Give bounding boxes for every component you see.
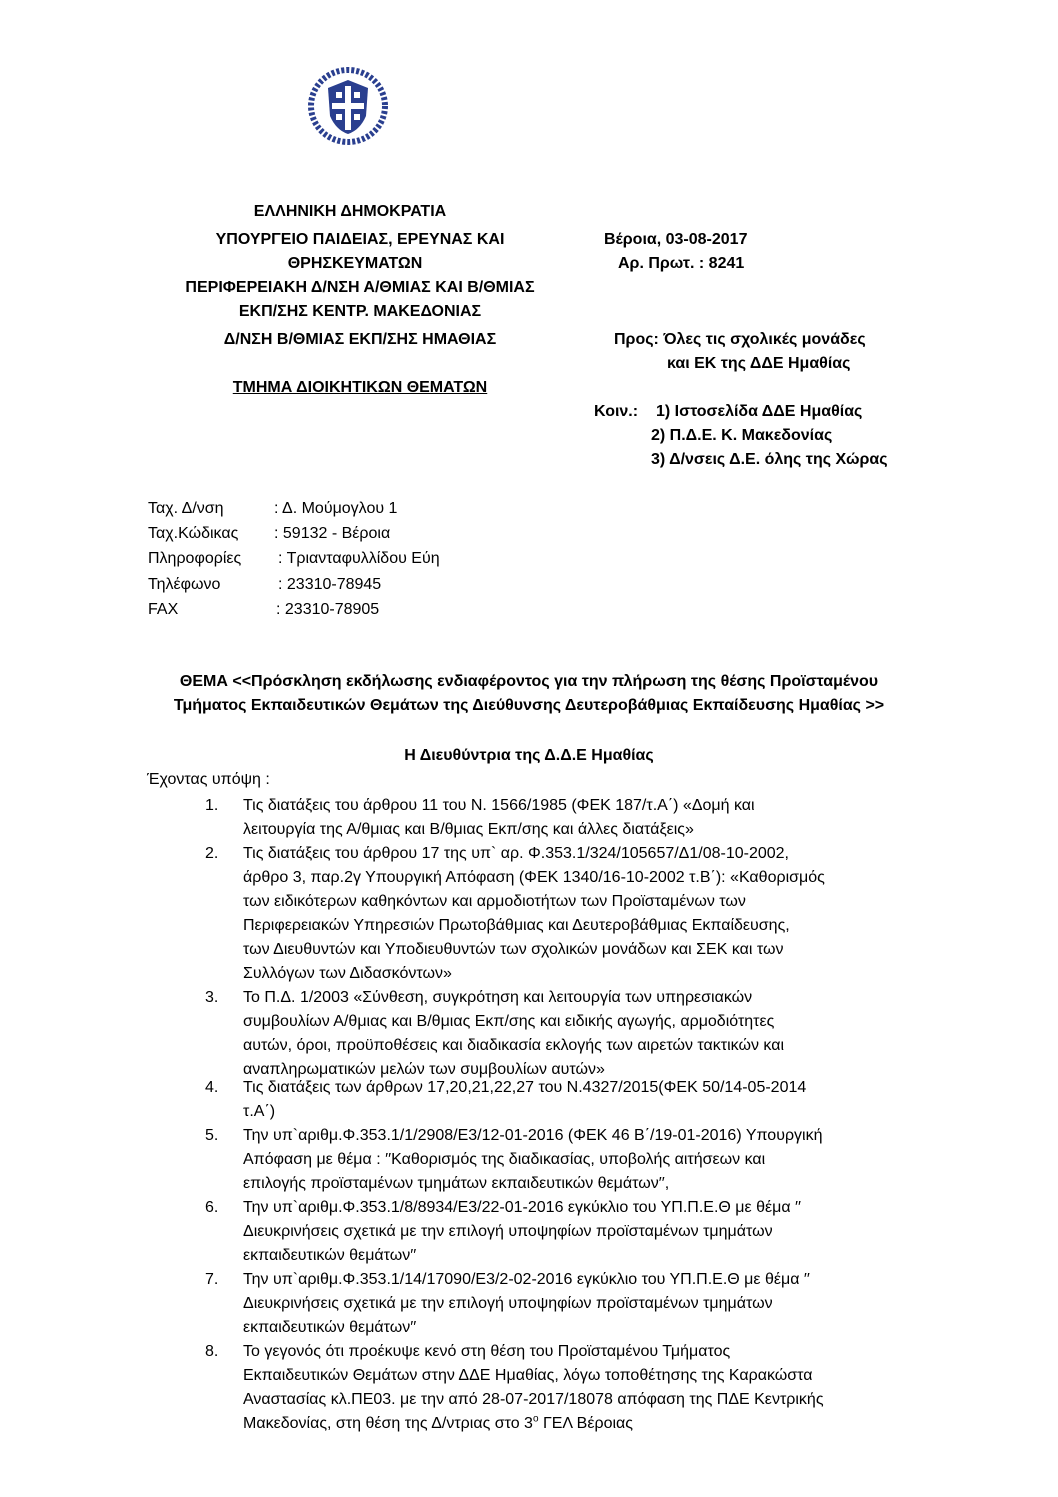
item-line: λειτουργία της Α/θμιας και Β/θμιας Εκπ/σης και άλλες διατάξεις» (243, 821, 694, 838)
greek-republic-emblem (308, 66, 388, 146)
ordinal-superscript: ο (532, 1413, 539, 1425)
item-line: Τις διατάξεις του άρθρου 17 της υπ` αρ. Φ.353.1/324/105657/Δ1/08-10-2002, (243, 845, 789, 862)
item-line: επιλογής προϊσταμένων τμημάτων εκπαιδευτικών θεμάτων′′, (243, 1175, 670, 1192)
item-line: Το Π.Δ. 1/2003 «Σύνθεση, συγκρότηση και λειτουργία των υπηρεσιακών (243, 989, 753, 1006)
contact-label: Πληροφορίες (148, 550, 242, 567)
contact-value: : Δ. Μούμογλου 1 (274, 500, 398, 517)
document-date: Βέροια, 03-08-2017 (604, 231, 748, 248)
item-number: 3. (205, 989, 219, 1006)
contact-value: : 59132 - Βέροια (274, 525, 391, 542)
item-line: Συλλόγων των Διδασκόντων» (243, 965, 452, 982)
contact-value: : 23310-78905 (276, 601, 380, 618)
item-number: 1. (205, 797, 219, 814)
cc-item: 1) Ιστοσελίδα ΔΔΕ Ημαθίας (656, 403, 863, 420)
directorate: Δ/ΝΣΗ Β/ΘΜΙΑΣ ΕΚΠ/ΣΗΣ ΗΜΑΘΙΑΣ (223, 331, 497, 348)
subject-line2: Τμήματος Εκπαιδευτικών Θεμάτων της Διεύθυνσης Δευτεροβάθμιας Εκπαίδευσης Ημαθίας >> (173, 697, 885, 714)
item-number: 7. (205, 1271, 219, 1288)
item-line-tail: ΓΕΛ Βέροιας (538, 1415, 633, 1432)
item-line: Απόφαση με θέμα : ′′Καθορισμός της διαδικασίας, υποβολής αιτήσεων και (243, 1151, 766, 1168)
item-line: Περιφερειακών Υπηρεσιών Πρωτοβάθμιας και Δευτεροβάθμιας Εκπαίδευσης, (243, 917, 790, 934)
regional-line2: ΕΚΠ/ΣΗΣ ΚΕΝΤΡ. ΜΑΚΕΔΟΝΙΑΣ (238, 303, 482, 320)
body-heading: Η Διευθύντρια της Δ.Δ.Ε Ημαθίας (404, 747, 654, 764)
contact-label: Ταχ. Δ/νση (148, 500, 224, 517)
item-line-last (243, 1412, 900, 1436)
item-line: συμβουλίων Α/θμιας και Β/θμιας Εκπ/σης και ειδικής αγωγής, αρμοδιότητες (243, 1013, 775, 1030)
item-line: άρθρο 3, παρ.2γ Υπουργική Απόφαση (ΦΕΚ 1340/16-10-2002 τ.Β΄): «Καθορισμός (243, 869, 825, 886)
item-line: Εκπαιδευτικών Θεμάτων στην ΔΔΕ Ημαθίας, λόγω τοποθέτησης της Καρακώστα (243, 1367, 813, 1384)
item-number: 4. (205, 1079, 219, 1096)
item-line: Την υπ`αριθμ.Φ.353.1/14/17090/Ε3/2-02-2016 εγκύκλιο του ΥΠ.Π.Ε.Θ με θέμα ′′ (243, 1271, 810, 1288)
republic-title: ΕΛΛΗΝΙΚΗ ΔΗΜΟΚΡΑΤΙΑ (253, 203, 447, 220)
item-number: 2. (205, 845, 219, 862)
recipient-line2: και ΕΚ της ΔΔΕ Ημαθίας (667, 355, 851, 372)
item-number: 6. (205, 1199, 219, 1216)
item-line: των Διευθυντών και Υποδιευθυντών των σχολικών μονάδων και ΣΕΚ και των (243, 941, 784, 958)
regional-line1: ΠΕΡΙΦΕΡΕΙΑΚΗ Δ/ΝΣΗ Α/ΘΜΙΑΣ ΚΑΙ Β/ΘΜΙΑΣ (185, 279, 535, 296)
item-line: Τις διατάξεις του άρθρου 11 του Ν. 1566/1985 (ΦΕΚ 187/τ.Α΄) «Δομή και (243, 797, 755, 814)
item-line: τ.Α΄) (243, 1103, 276, 1120)
cc-item: 2) Π.Δ.Ε. Κ. Μακεδονίας (651, 427, 833, 444)
item-line: εκπαιδευτικών θεμάτων′′ (243, 1319, 417, 1336)
item-line: Διευκρινήσεις σχετικά με την επιλογή υποψηφίων προϊσταμένων τμημάτων (243, 1295, 773, 1312)
cc-item: 3) Δ/νσεις Δ.Ε. όλης της Χώρας (651, 451, 888, 468)
subject-line1: ΘΕΜΑ <<Πρόσκληση εκδήλωσης ενδιαφέροντος για την πλήρωση της θέσης Προϊσταμένου (179, 673, 879, 690)
department-label: ΤΜΗΜΑ ΔΙΟΙΚΗΤΙΚΩΝ ΘΕΜΑΤΩΝ (232, 379, 488, 396)
item-line: των ειδικότερων καθηκόντων και αρμοδιοτήτων των Προϊσταμένων των (243, 893, 746, 910)
item-line: αυτών, όροι, προϋποθέσεις και διαδικασία εκλογής των αιρετών τακτικών και (243, 1037, 784, 1054)
contact-value: : Τριανταφυλλίδου Εύη (278, 550, 440, 567)
contact-label: Τηλέφωνο (148, 576, 221, 593)
ministry-line1: ΥΠΟΥΡΓΕΙΟ ΠΑΙΔΕΙΑΣ, ΕΡΕΥΝΑΣ ΚΑΙ (215, 231, 505, 248)
item-line: Την υπ`αριθμ.Φ.353.1/8/8934/Ε3/22-01-2016 εγκύκλιο του ΥΠ.Π.Ε.Θ με θέμα ′′ (243, 1199, 802, 1216)
item-number: 5. (205, 1127, 219, 1144)
contact-label: Ταχ.Κώδικας (148, 525, 239, 542)
item-line: Τις διατάξεις των άρθρων 17,20,21,22,27 του Ν.4327/2015(ΦΕΚ 50/14-05-2014 (243, 1079, 807, 1096)
contact-label: FAX (148, 601, 179, 618)
item-line: Διευκρινήσεις σχετικά με την επιλογή υποψηφίων προϊσταμένων τμημάτων (243, 1223, 773, 1240)
item-line: αναπληρωματικών μελών των συμβουλίων αυτών» (243, 1061, 605, 1078)
protocol-number: Αρ. Πρωτ. : 8241 (618, 255, 745, 272)
contact-value: : 23310-78945 (278, 576, 382, 593)
item-line: Την υπ`αριθμ.Φ.353.1/1/2908/Ε3/12-01-2016 (ΦΕΚ 46 Β΄/19-01-2016) Υπουργική (243, 1127, 823, 1144)
department (200, 378, 520, 398)
item-line-text: Μακεδονίας, στη θέση της Δ/ντριας στο 3 (243, 1415, 533, 1432)
item-line: εκπαιδευτικών θεμάτων′′ (243, 1247, 417, 1264)
recipient-line1: Προς: Όλες τις σχολικές μονάδες (614, 331, 866, 348)
cc-label: Κοιν.: (594, 403, 639, 420)
intro-text: Έχοντας υπόψη : (147, 771, 270, 788)
item-line: Αναστασίας κλ.ΠΕ03. με την από 28-07-2017/18078 απόφαση της ΠΔΕ Κεντρικής (243, 1391, 824, 1408)
ministry-line2: ΘΡΗΣΚΕΥΜΑΤΩΝ (287, 255, 423, 272)
item-number: 8. (205, 1343, 219, 1360)
item-line: Το γεγονός ότι προέκυψε κενό στη θέση του Προϊσταμένου Τμήματος (243, 1343, 731, 1360)
